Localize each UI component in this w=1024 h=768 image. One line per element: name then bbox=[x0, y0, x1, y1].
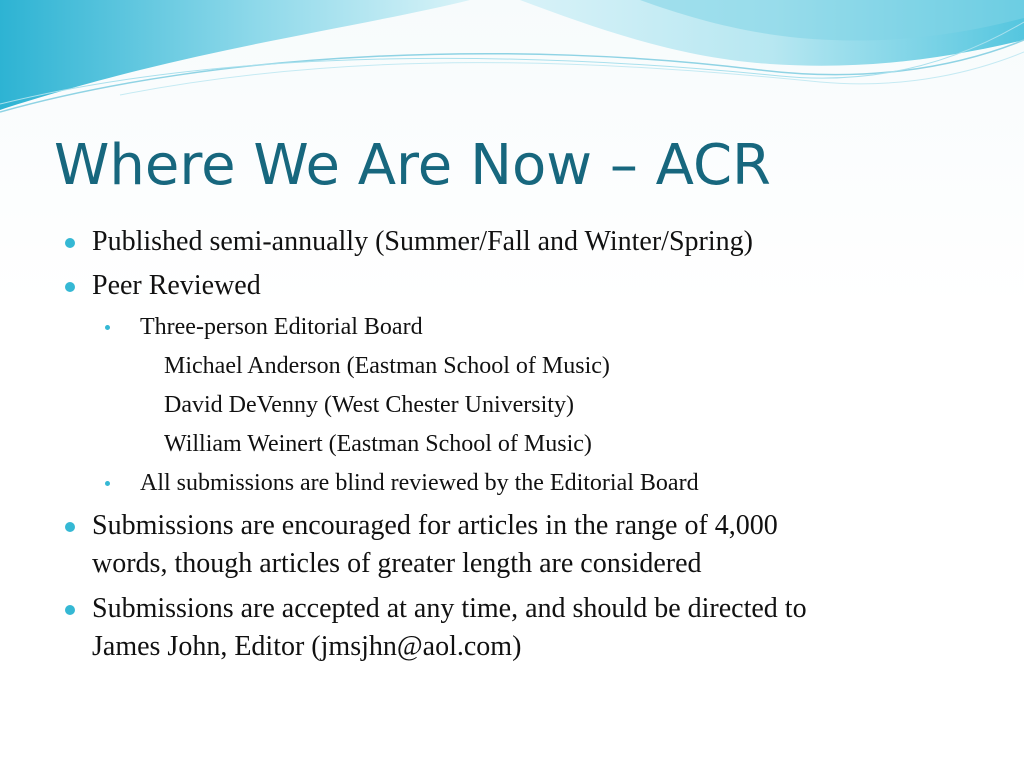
bullet-text: Submissions are encouraged for articles in the range of 4,000 bbox=[92, 510, 778, 541]
board-member: Michael Anderson (Eastman School of Music) bbox=[164, 353, 610, 379]
bullet-text: Submissions are accepted at any time, and should be directed to bbox=[92, 593, 807, 624]
round-bullet-icon bbox=[65, 605, 75, 615]
bullet-item bbox=[92, 267, 972, 305]
round-bullet-icon bbox=[65, 238, 75, 248]
board-member: William Weinert (Eastman School of Music) bbox=[164, 431, 592, 457]
bullet-text: Peer Reviewed bbox=[92, 270, 261, 301]
bullet-text-continuation: James John, Editor (jmsjhn@aol.com) bbox=[92, 631, 522, 662]
sub-bullet-text: Three-person Editorial Board bbox=[140, 314, 423, 340]
sub-bullet-item bbox=[140, 467, 980, 499]
slide-title: Where We Are Now – ACR bbox=[54, 133, 771, 198]
sub-bullet-text: All submissions are blind reviewed by the Editorial Board bbox=[140, 470, 699, 496]
wave-decoration bbox=[0, 0, 1024, 130]
bullet-item bbox=[92, 590, 972, 628]
bullet-text: Published semi-annually (Summer/Fall and Winter/Spring) bbox=[92, 226, 753, 257]
bullet-text-continuation: words, though articles of greater length are considered bbox=[92, 548, 702, 579]
bullet-item bbox=[92, 507, 972, 545]
board-member: David DeVenny (West Chester University) bbox=[164, 392, 574, 418]
small-dot-bullet-icon bbox=[105, 481, 110, 486]
sub-bullet-item bbox=[140, 311, 980, 343]
bullet-item bbox=[92, 223, 972, 261]
round-bullet-icon bbox=[65, 522, 75, 532]
round-bullet-icon bbox=[65, 282, 75, 292]
small-dot-bullet-icon bbox=[105, 325, 110, 330]
